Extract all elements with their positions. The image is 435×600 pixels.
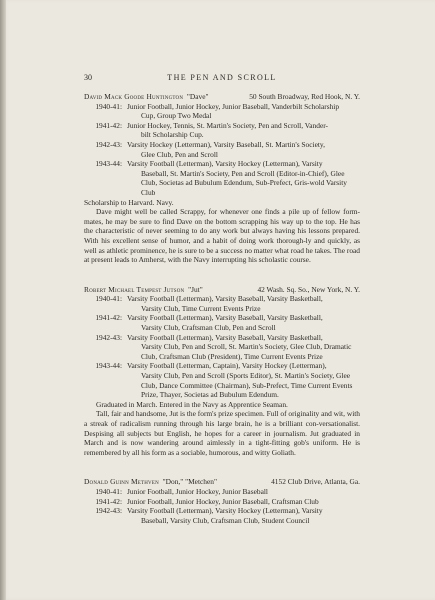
activities-line: Junior Hockey, Tennis, St. Martin's Society, Pen and Scroll, Vander- [127, 120, 329, 130]
year-activities [127, 294, 360, 313]
year-label: 1940-41: [95, 486, 122, 496]
year-label: 1941-42: [95, 496, 122, 506]
year-record [84, 361, 360, 399]
year-label: 1940-41: [95, 101, 122, 111]
student-nickname: "Dave" [186, 92, 209, 101]
year-label: 1943-44: [95, 159, 122, 169]
student-address: 4152 Club Drive, Atlanta, Ga. [271, 477, 360, 487]
year-record [84, 140, 360, 159]
entry-note: Graduated in March. Entered in the Navy as Apprentice Seaman. [96, 399, 288, 409]
activities-line: Junior Football, Junior Hockey, Junior Baseball, Vanderbilt Scholarship [127, 101, 340, 111]
student-name: David Mack Goode Huntington [84, 92, 184, 101]
year-activities [127, 313, 360, 332]
student-entry [84, 92, 360, 265]
year-activities [127, 102, 360, 121]
student-address: 50 South Broadway, Red Hook, N. Y. [249, 92, 360, 101]
year-record [84, 313, 360, 332]
activities-line: Varsity Football (Letterman, Captain), Varsity Hockey (Letterman), [127, 361, 327, 371]
page-binding-shadow [0, 0, 6, 600]
year-record [84, 159, 360, 197]
student-address: 42 Wash. Sq. So., New York, N. Y. [257, 284, 360, 294]
activities-line: Junior Football, Junior Hockey, Junior Baseball [127, 486, 268, 496]
year-activities [127, 506, 360, 525]
activities-continuation: Baseball, St. Martin's Society, Pen and Scroll (Editor-in-Chief), Glee Club, Societas ad Bubulum Edendum, Sub-Prefect, Gris-wold Varsity Club [141, 168, 347, 197]
year-activities [127, 159, 360, 197]
biography-paragraph: Tall, fair and handsome, Jut is the form's prize specimen. Full of originality and wit, with a streak of radicalism running through his large brain, he is a brilliant con-versationalist. Despising all subjects but English, he hopes for a career in journalism. Jut graduated in March and is now wandering around aimlessly in a tight-fitting gob's uniform. He is remembered by all his form as a sociable, humorous, and witty Goliath. [84, 409, 360, 457]
year-activities [127, 361, 360, 399]
activities-continuation: bilt Scholarship Cup. [141, 130, 204, 140]
year-record [84, 294, 360, 313]
year-activities [127, 333, 360, 362]
year-record [84, 102, 360, 121]
activities-line: Varsity Football (Letterman), Varsity Baseball, Varsity Basketball, [127, 332, 323, 342]
year-record [84, 121, 360, 140]
entry-heading [84, 477, 360, 487]
activities-line: Varsity Football (Letterman), Varsity Baseball, Varsity Basketball, [127, 294, 323, 304]
entry-heading [84, 285, 360, 295]
activities-continuation: Glee Club, Pen and Scroll [141, 149, 218, 159]
student-nickname: "Don," "Metchen" [162, 477, 217, 487]
activities-line: Junior Football, Junior Hockey, Junior Baseball, Craftsman Club [127, 496, 319, 506]
activities-line: Varsity Hockey (Letterman), Varsity Baseball, St. Martin's Society, [127, 139, 325, 149]
year-record [84, 497, 360, 507]
year-record [84, 333, 360, 362]
year-activities [127, 140, 360, 159]
year-label: 1941-42: [95, 120, 122, 130]
page-content [84, 92, 360, 525]
year-record [84, 487, 360, 497]
student-name: Robert Michael Tempest Jutson [84, 284, 185, 294]
year-label: 1941-42: [95, 313, 122, 323]
biography-paragraph: Dave might well be called Scrappy, for whenever one finds a pile up of fellow form-mates, he may be sure to find Dave on the bottom scrapping his way up to the top. He has the characteristic of never seeming to do any work but always having his lessons prepared. With his excellent sense of humor, and a habit of doing work thorough-ly and quickly, as well as athletic prominence, he is sure to be a success no matter what road he takes. The road at present leads to Amherst, with the Navy interrupting his scholastic course. [84, 207, 360, 265]
year-label: 1943-44: [95, 361, 122, 371]
activities-continuation: Varsity Club, Pen and Scroll (Sports Editor), St. Martin's Society, Glee Club, Dance Committee (Chairman), Sub-Prefect, Time Current Events Prize, Thayer, Societas ad Bubulum Edendum. [141, 371, 353, 400]
page-header [84, 73, 360, 85]
year-label: 1942-43: [95, 139, 122, 149]
year-activities [127, 121, 360, 140]
activities-continuation: Varsity Club, Time Current Events Prize [141, 303, 261, 313]
year-activities [127, 497, 360, 507]
activities-continuation: Cup, Group Two Medal [141, 111, 212, 121]
activities-line: Varsity Football (Letterman), Varsity Hockey (Letterman), Varsity [127, 506, 323, 516]
student-entry [84, 285, 360, 458]
student-nickname: "Jut" [188, 284, 203, 294]
running-title: THE PEN AND SCROLL [167, 73, 277, 82]
student-entry [84, 477, 360, 525]
entry-heading [84, 92, 360, 102]
year-label: 1942-43: [95, 332, 122, 342]
year-activities [127, 487, 360, 497]
activities-continuation: Varsity Club, Craftsman Club, Pen and Scroll [141, 323, 276, 333]
page-number: 30 [84, 73, 92, 82]
year-record [84, 506, 360, 525]
entry-note: Scholarship to Harvard. Navy. [84, 197, 174, 207]
year-label: 1942-43: [95, 506, 122, 516]
activities-continuation: Baseball, Varsity Club, Craftsman Club, Student Council [141, 515, 310, 525]
student-name: Donald Guinn Methven [84, 477, 159, 487]
year-label: 1940-41: [95, 294, 122, 304]
activities-continuation: Varsity Club, Pen and Scroll, St. Martin's Society, Glee Club, Dramatic Club, Craftsman Club (President), Time Current Events Prize [141, 342, 352, 361]
activities-line: Varsity Football (Letterman), Varsity Hockey (Letterman), Varsity [127, 159, 323, 169]
activities-line: Varsity Football (Letterman), Varsity Baseball, Varsity Basketball, [127, 313, 323, 323]
